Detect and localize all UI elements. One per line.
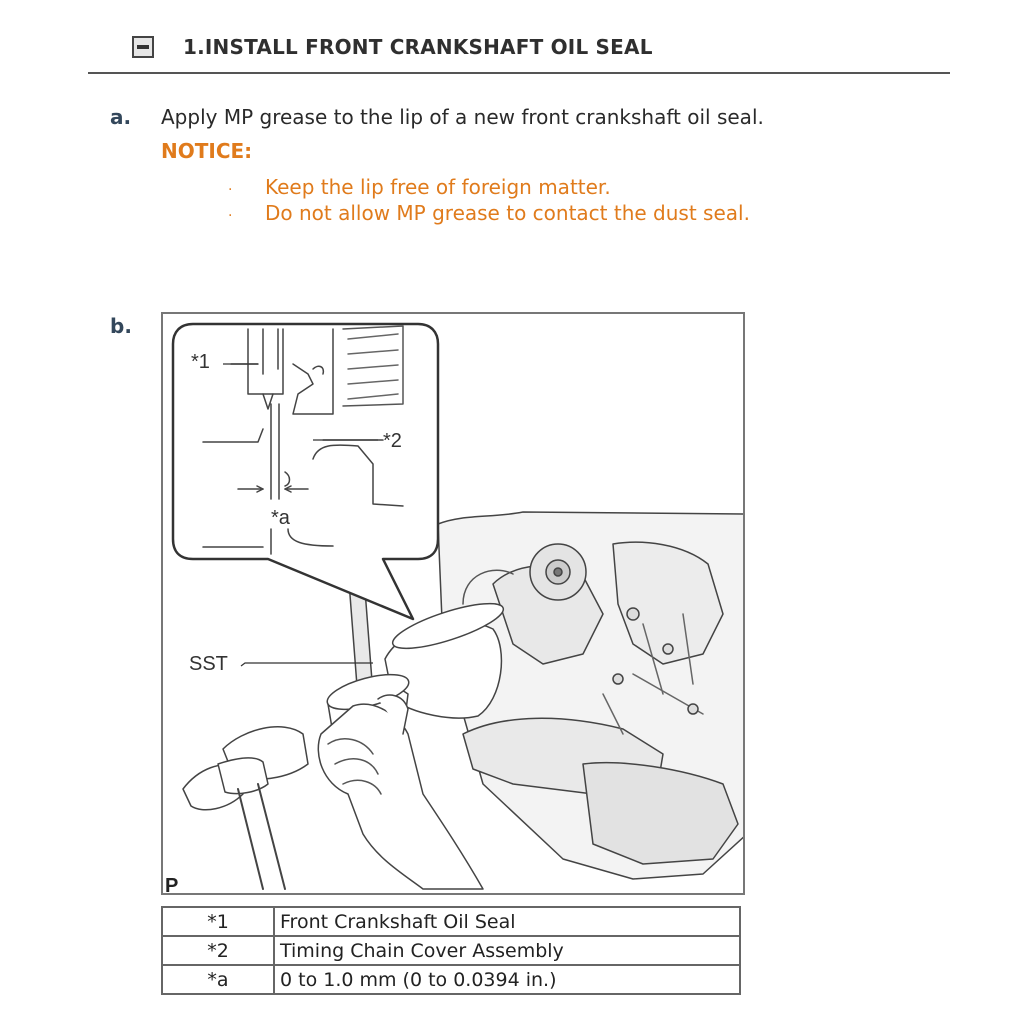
step-b-letter: b. <box>110 314 132 338</box>
callout-2: *2 <box>383 430 402 452</box>
table-row <box>162 907 740 936</box>
callout-a: *a <box>271 507 290 529</box>
bullet-icon: · <box>228 182 233 198</box>
illustration-drawing <box>163 314 745 895</box>
notice-list <box>228 174 750 226</box>
collapse-icon[interactable] <box>132 36 154 58</box>
callout-sst: SST <box>189 653 228 675</box>
section-title: 1.INSTALL FRONT CRANKSHAFT OIL SEAL <box>183 35 653 59</box>
figure-corner-label: P <box>165 875 179 897</box>
hand <box>318 695 483 889</box>
legend-value: Timing Chain Cover Assembly <box>274 936 740 965</box>
legend-value: 0 to 1.0 mm (0 to 0.0394 in.) <box>274 965 740 994</box>
step-a-text: Apply MP grease to the lip of a new front crankshaft oil seal. <box>161 105 764 129</box>
notice-item <box>228 200 750 226</box>
table-row <box>162 936 740 965</box>
section-header <box>88 28 950 74</box>
callout-1: *1 <box>191 351 210 373</box>
step-a-letter: a. <box>110 105 132 129</box>
notice-item-text: Keep the lip free of foreign matter. <box>265 175 611 199</box>
table-row <box>162 965 740 994</box>
hammer <box>183 727 308 889</box>
legend-key: *a <box>162 965 274 994</box>
legend-table <box>161 906 741 995</box>
notice-item <box>228 174 750 200</box>
legend-value: Front Crankshaft Oil Seal <box>274 907 740 936</box>
legend-key: *1 <box>162 907 274 936</box>
detail-inset <box>173 324 438 619</box>
notice-label: NOTICE: <box>161 139 253 163</box>
legend-key: *2 <box>162 936 274 965</box>
notice-item-text: Do not allow MP grease to contact the dust seal. <box>265 201 750 225</box>
bullet-icon: · <box>228 208 233 224</box>
installation-illustration <box>161 312 745 895</box>
